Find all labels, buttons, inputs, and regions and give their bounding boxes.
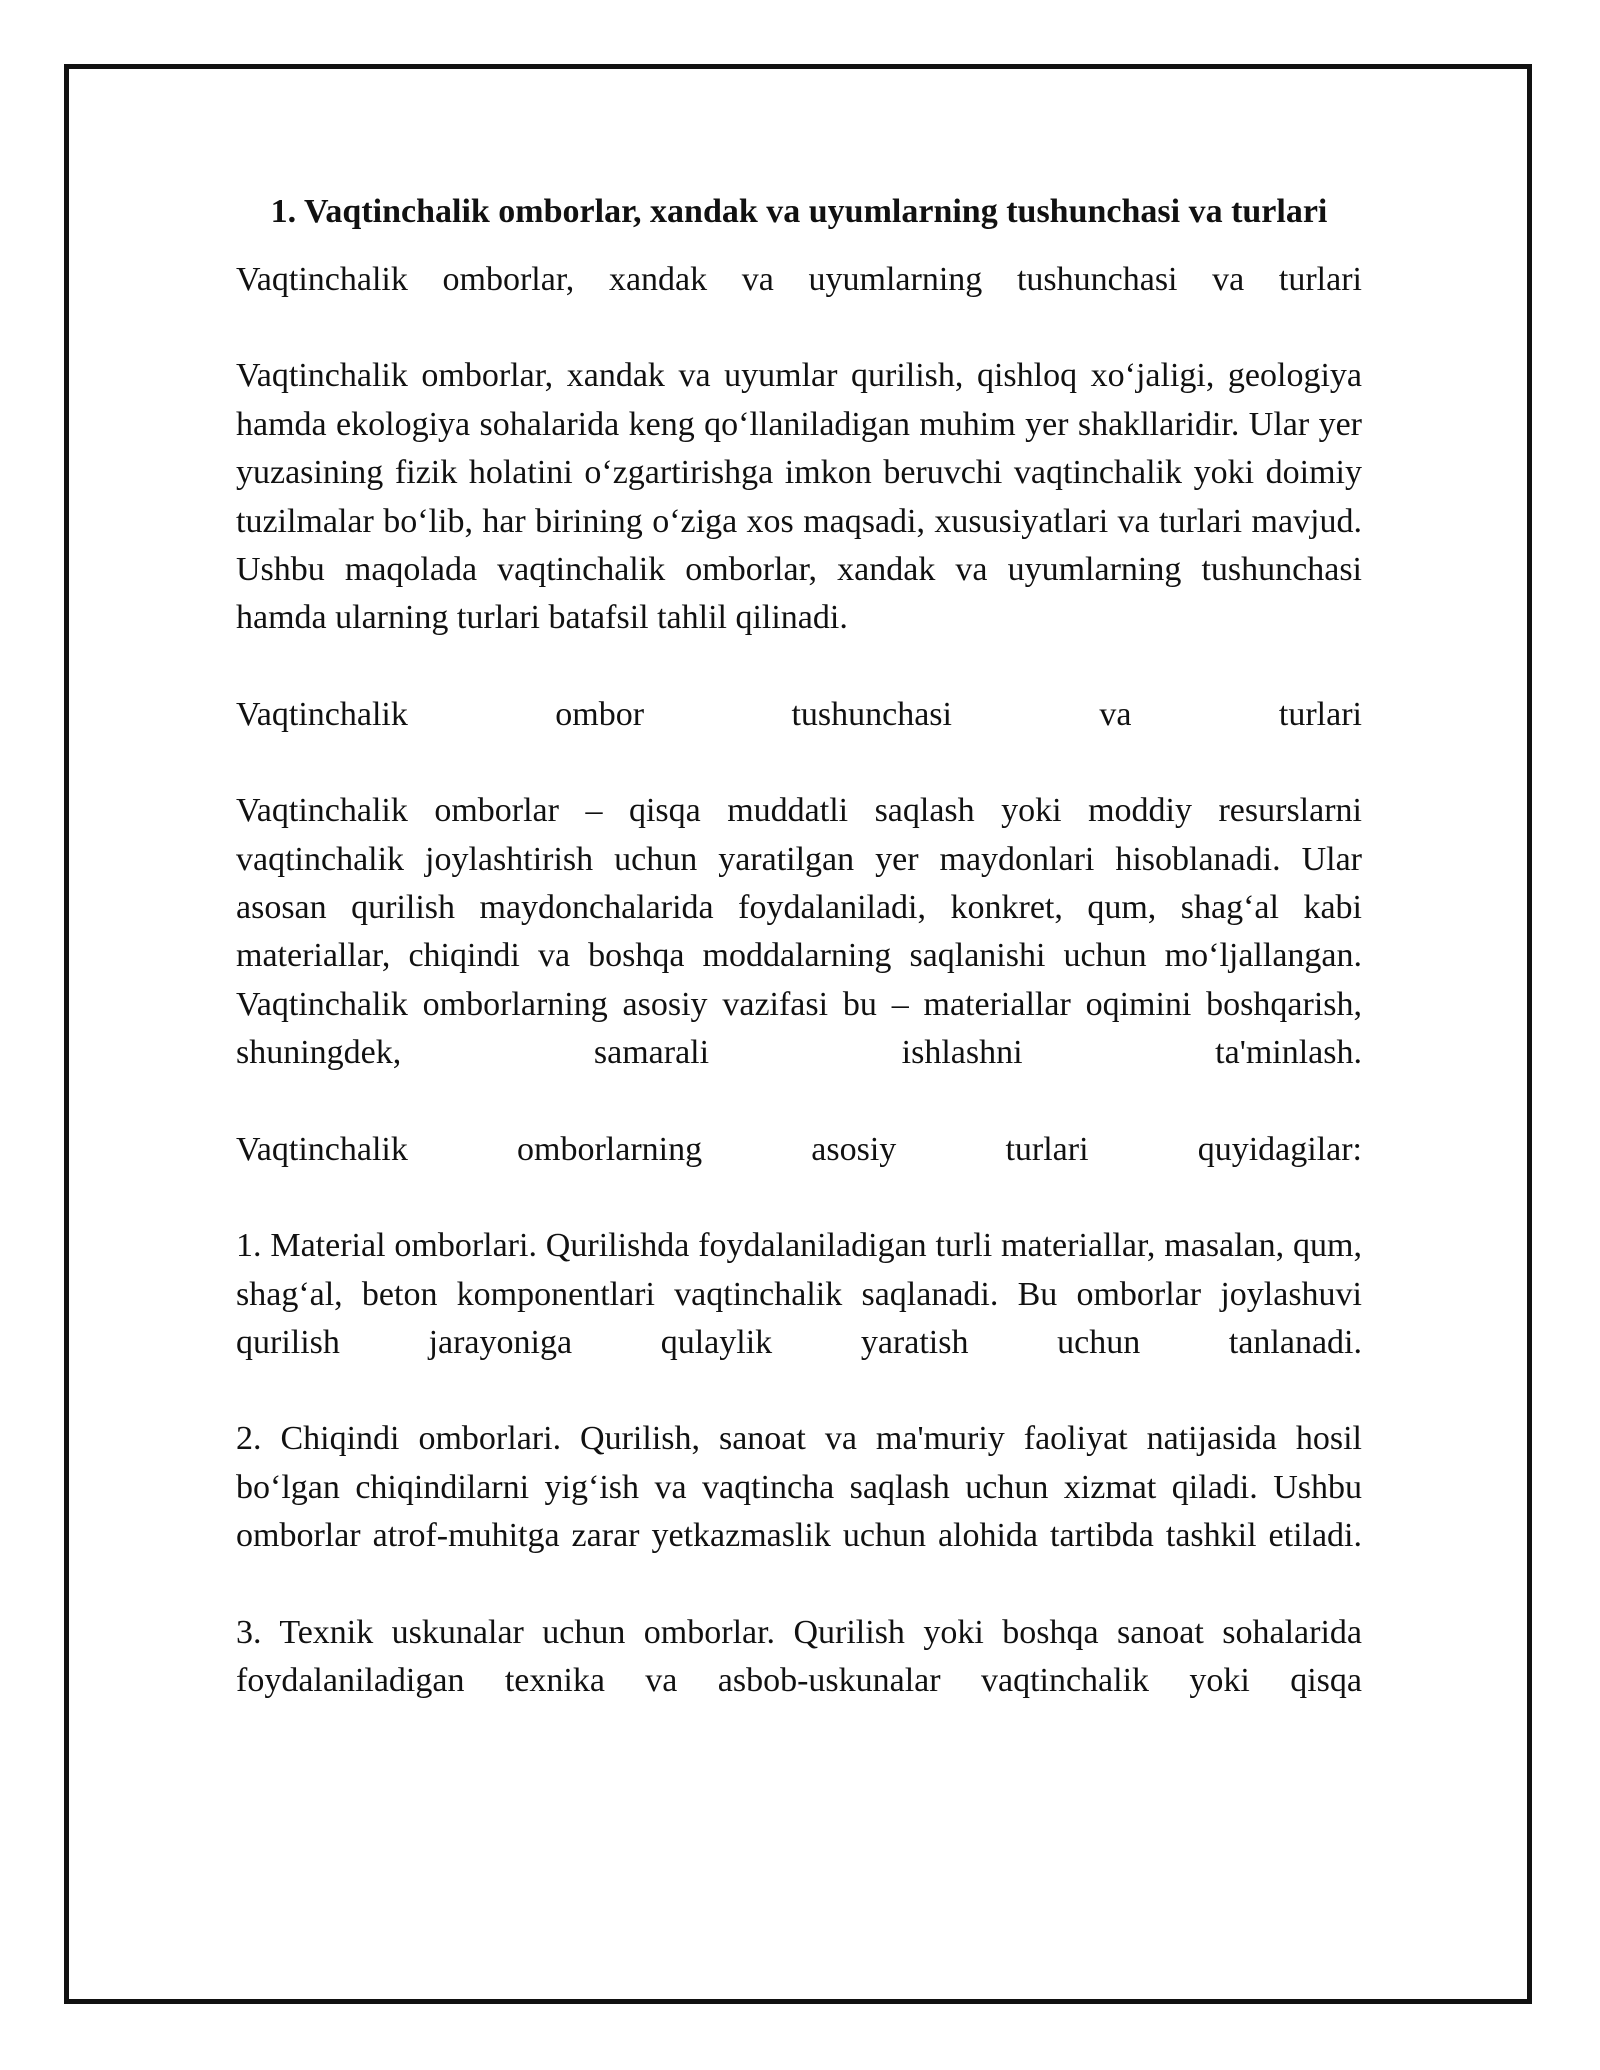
paragraph-item-1: 1. Material omborlari. Qurilishda foydalaniladigan turli materiallar, masalan, qum, shag‘al, beton komponentlari vaqtinchalik saqlanadi. Bu omborlar joylashuvi qurilish jarayoniga qulaylik yaratish uchun tanlanadi.	[236, 1227, 1362, 1361]
paragraph-heading-repeat: Vaqtinchalik omborlar, xandak va uyumlarning tushunchasi va turlari	[236, 261, 1362, 298]
paragraph-item-2: 2. Chiqindi omborlari. Qurilish, sanoat va ma'muriy faoliyat natijasida hosil bo‘lgan chiqindilarni yig‘ish va vaqtincha saqlash uchun xizmat qiladi. Ushbu omborlar atrof-muhitga zarar yetkazmaslik uchun alohida tartibda tashkil etiladi.	[236, 1420, 1362, 1555]
paragraph-section-heading: Vaqtinchalik ombor tushunchasi va turlari	[236, 695, 1362, 733]
document-body	[236, 188, 1362, 1705]
paragraph-intro: Vaqtinchalik omborlar, xandak va uyumlar qurilish, qishloq xo‘jaligi, geologiya hamda ekologiya sohalarida keng qo‘llaniladigan muhim yer shakllaridir. Ular yer yuzasining fizik holatini o‘zgartirishga imkon beruvchi vaqtinchalik yoki doimiy tuzilmalar bo‘lib, har birining o‘ziga xos maqsadi, xususiyatlari va turlari mavjud. Ushbu maqolada vaqtinchalik omborlar, xandak va uyumlarning tushunchasi hamda ularning turlari batafsil tahlil qilinadi.	[236, 357, 1362, 637]
paragraph-types-intro: Vaqtinchalik omborlarning asosiy turlari quyidagilar:	[236, 1130, 1362, 1168]
paragraph-item-3: 3. Texnik uskunalar uchun omborlar. Qurilish yoki boshqa sanoat sohalarida foydalaniladigan texnika va asbob-uskunalar vaqtinchalik yoki qisqa	[236, 1613, 1362, 1699]
document-title: 1. Vaqtinchalik omborlar, xandak va uyumlarning tushunchasi va turlari	[270, 193, 1328, 230]
paragraph-definition: Vaqtinchalik omborlar – qisqa muddatli saqlash yoki moddiy resurslarni vaqtinchalik joylashtirish uchun yaratilgan yer maydonlari hisoblanadi. Ular asosan qurilish maydonchalarida foydalaniladi, konkret, qum, shag‘al kabi materiallar, chiqindi va boshqa moddalarning saqlanishi uchun mo‘ljallangan. Vaqtinchalik omborlarning asosiy vazifasi bu – materiallar oqimini boshqarish, shuningdek, samarali ishlashni ta'minlash.	[236, 792, 1362, 1072]
